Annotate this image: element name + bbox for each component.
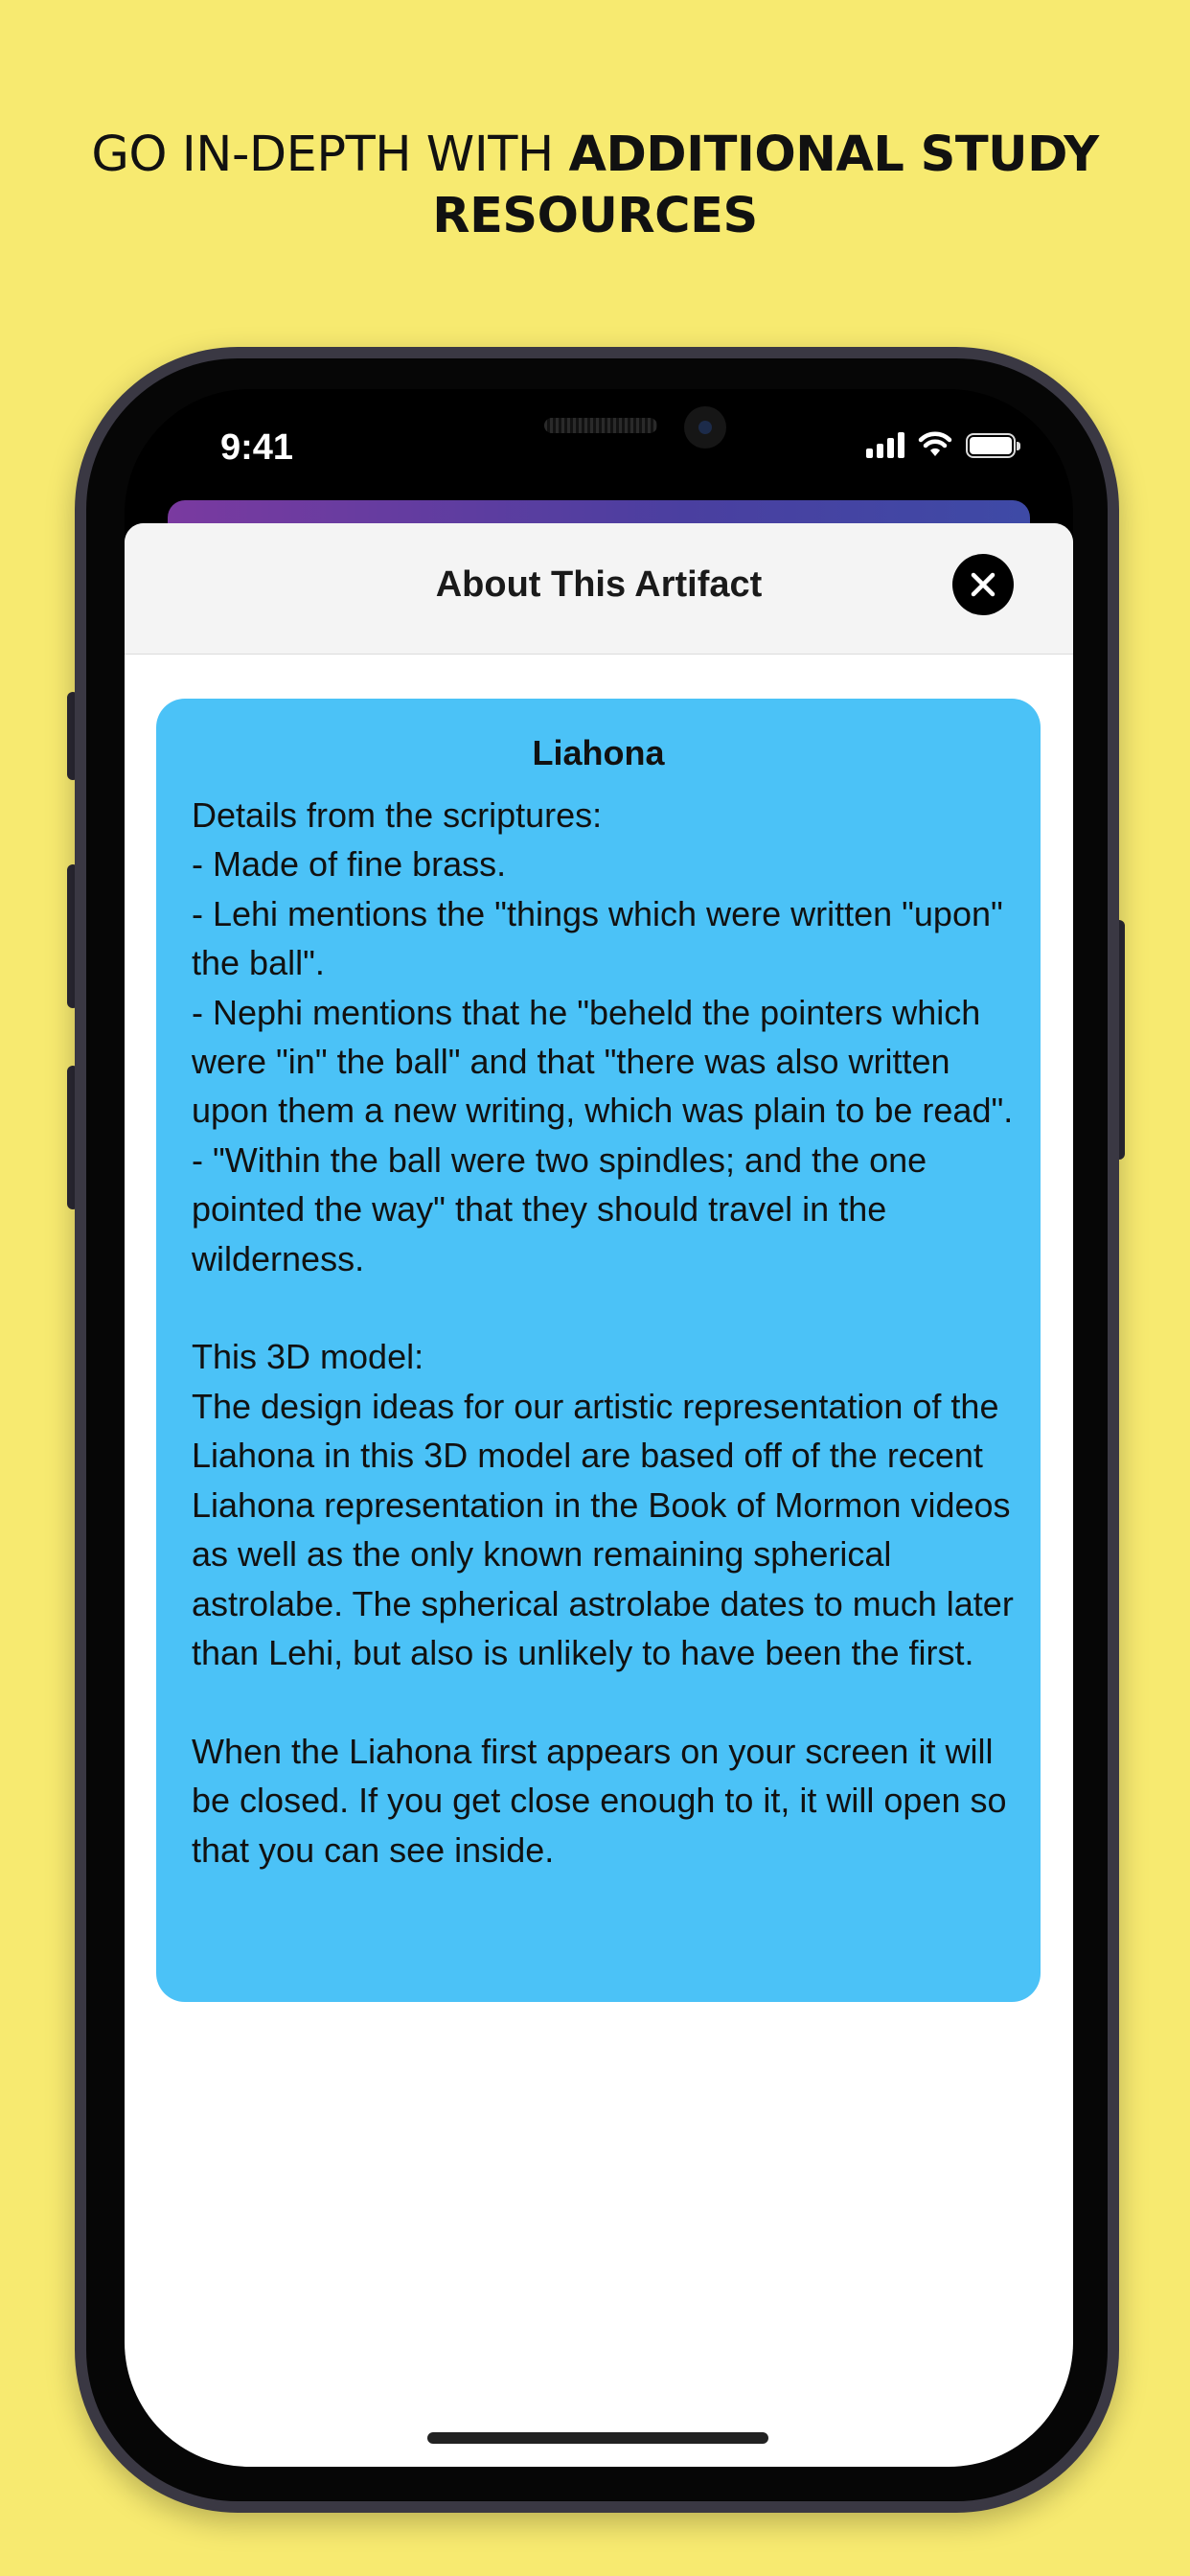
close-icon [970, 571, 996, 598]
home-indicator[interactable] [427, 2432, 768, 2444]
earpiece-speaker [544, 418, 657, 433]
cellular-signal-icon [866, 431, 904, 458]
artifact-description-card [156, 699, 1041, 2002]
headline-bold-line-1: ADDITIONAL STUDY [568, 126, 1099, 183]
front-camera-icon [684, 406, 726, 448]
artifact-name: Liahona [532, 733, 665, 772]
headline-bold-line-2: RESOURCES [432, 188, 758, 244]
phone-screen [125, 389, 1073, 2467]
promo-headline [57, 125, 1133, 247]
status-icons [866, 431, 1016, 458]
sheet-header [125, 523, 1073, 655]
artifact-info-sheet [125, 523, 1073, 2467]
battery-icon [966, 433, 1016, 458]
close-button[interactable] [952, 554, 1014, 615]
status-time: 9:41 [220, 427, 294, 468]
artifact-description: Details from the scriptures: - Made of fine brass. - Lehi mentions the "things which were written "upon" the ball". - Nephi mentions that he "beheld the pointers which were "in" the ball" and that "there was also written upon them a new writing, which was plain to be read". - "Within the ball were two spindles; and the one pointed the way" that they should travel in the wilderness. This 3D model: The design ideas for our artistic representation of the Liahona in this 3D model are based off of the recent Liahona representation in the Book of Mormon videos as well as the only known remaining spherical astrolabe. The spherical astrolabe dates to much later than Lehi, but also is unlikely to have been the first. When the Liahona first appears on your screen it will be closed. If you get close enough to it, it will open so that you can see inside. [192, 795, 1014, 1870]
wifi-icon [918, 431, 952, 458]
headline-regular: GO IN-DEPTH WITH [91, 126, 569, 183]
sheet-title: About This Artifact [435, 564, 763, 605]
